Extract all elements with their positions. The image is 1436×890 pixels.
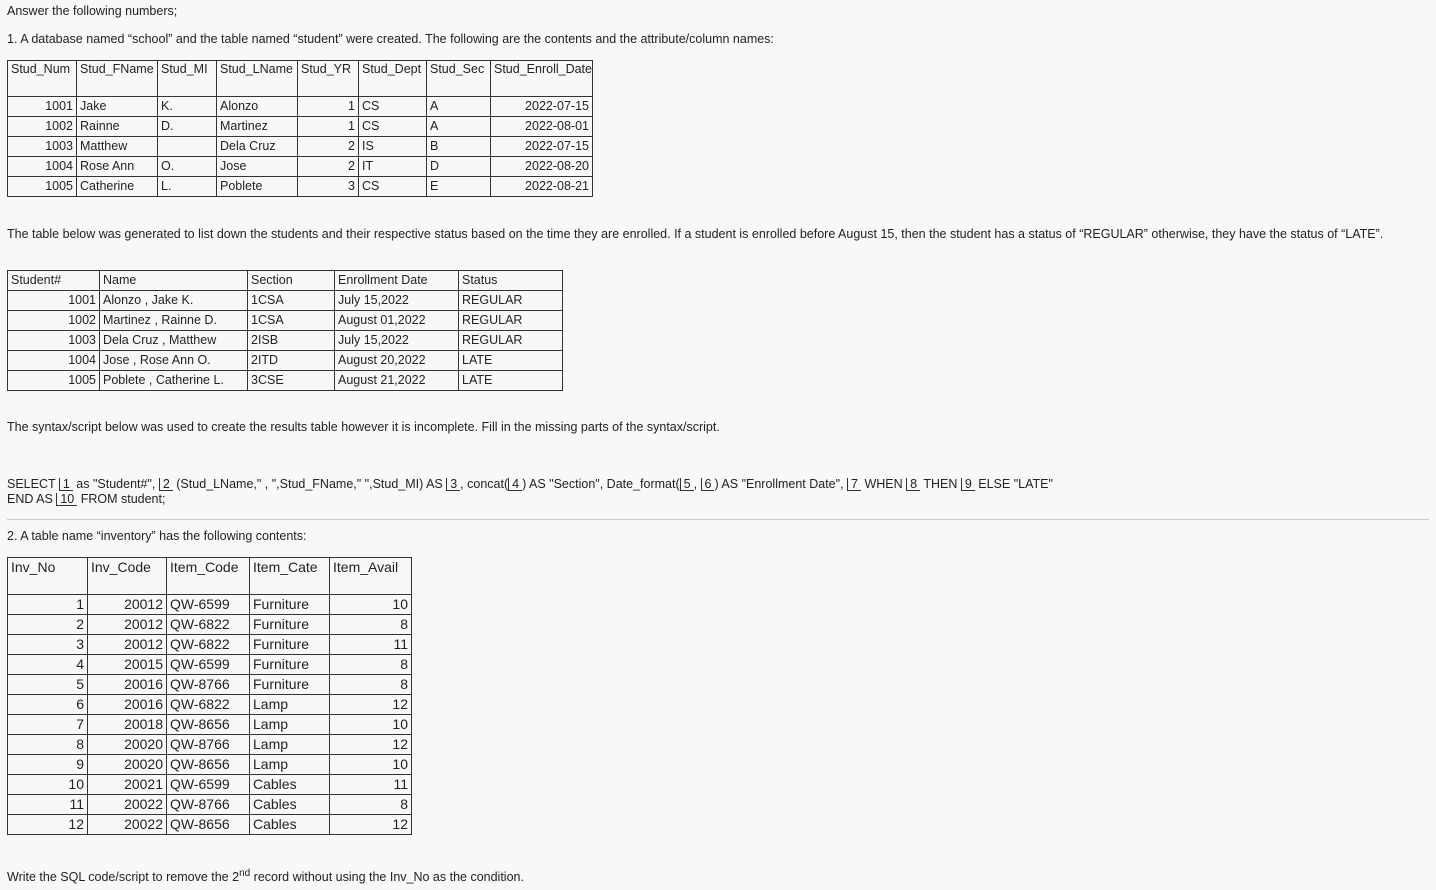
table-cell: QW-6822 [167, 635, 250, 655]
table-cell: 1 [8, 595, 88, 615]
paragraph-status-rule: The table below was generated to list down the students and their respective status based on the time they are enrolled. If a student is enrolled before August 15, then the student has a status of “REGULAR” otherwise, they have the status of “LATE”. [7, 227, 1384, 241]
table-cell: Alonzo , Jake K. [100, 291, 248, 311]
table-cell: Furniture [250, 635, 330, 655]
blank-9: 9 [961, 478, 975, 491]
student-table-header [8, 61, 593, 97]
col-header: Student# [8, 271, 100, 291]
table-cell: CS [359, 177, 427, 197]
table-cell: 20022 [88, 795, 167, 815]
table-cell: 2022-07-15 [491, 97, 593, 117]
table-cell: Alonzo [217, 97, 298, 117]
table-row [8, 311, 563, 331]
table-cell: Dela Cruz [217, 137, 298, 157]
table-cell: 2022-08-01 [491, 117, 593, 137]
table-cell: Furniture [250, 615, 330, 635]
col-header: Item_Cate [250, 558, 330, 595]
table-cell: Cables [250, 795, 330, 815]
table-cell: Rose Ann [77, 157, 158, 177]
table-cell: Cables [250, 815, 330, 835]
table-cell: 11 [8, 795, 88, 815]
table-row [8, 291, 563, 311]
blank-10: 10 [56, 493, 77, 506]
table-cell: 12 [330, 695, 412, 715]
script-text: ELSE "LATE" [974, 477, 1053, 491]
table-cell: Martinez [217, 117, 298, 137]
table-cell: QW-6599 [167, 655, 250, 675]
table-cell: 2ISB [248, 331, 335, 351]
table-cell: 3 [8, 635, 88, 655]
question-2-text: 2. A table name “inventory” has the following contents: [7, 529, 307, 543]
table-cell: Catherine [77, 177, 158, 197]
table-cell: QW-6599 [167, 775, 250, 795]
ordinal-suffix: nd [239, 868, 251, 879]
table-cell: 1 [298, 97, 359, 117]
table-cell: 8 [330, 615, 412, 635]
script-text: END AS [7, 492, 57, 506]
table-cell: 1005 [8, 371, 100, 391]
table-cell: 10 [8, 775, 88, 795]
table-cell: 6 [8, 695, 88, 715]
table-cell: 20012 [88, 635, 167, 655]
table-cell: 11 [330, 775, 412, 795]
table-row [8, 715, 412, 735]
table-cell: QW-8766 [167, 675, 250, 695]
table-cell: REGULAR [459, 311, 563, 331]
table-cell: E [427, 177, 491, 197]
instruction-text: record without using the Inv_No as the condition. [250, 870, 524, 885]
table-cell: Rainne [77, 117, 158, 137]
table-row [8, 695, 412, 715]
table-cell: QW-8656 [167, 815, 250, 835]
table-cell: LATE [459, 371, 563, 391]
table-cell: D. [158, 117, 217, 137]
col-header: Item_Code [167, 558, 250, 595]
table-cell: QW-6599 [167, 595, 250, 615]
table-cell: 20020 [88, 755, 167, 775]
table-cell: 8 [8, 735, 88, 755]
inventory-table-header [8, 558, 412, 595]
instruction-text: Write the SQL code/script to remove the 2 [7, 870, 240, 885]
script-text: WHEN [860, 477, 907, 491]
table-cell: Lamp [250, 695, 330, 715]
table-cell: 10 [330, 755, 412, 775]
table-row [8, 755, 412, 775]
blank-5: 5 [680, 478, 694, 491]
table-row [8, 615, 412, 635]
table-cell: QW-6822 [167, 695, 250, 715]
table-cell: 8 [330, 795, 412, 815]
script-text: ) AS "Section", Date_format( [522, 477, 680, 491]
blank-3: 3 [446, 478, 460, 491]
table-cell: Jake [77, 97, 158, 117]
table-cell: Jose , Rose Ann O. [100, 351, 248, 371]
table-cell: 12 [330, 735, 412, 755]
col-header: Item_Avail [330, 558, 412, 595]
script-text: ) AS "Enrollment Date", [714, 477, 848, 491]
table-cell: Lamp [250, 735, 330, 755]
col-header: Stud_Enroll_Date [491, 61, 593, 97]
table-cell: LATE [459, 351, 563, 371]
table-cell: 1004 [8, 157, 77, 177]
script-text: SELECT [7, 477, 59, 491]
col-header: Stud_Sec [427, 61, 491, 97]
paragraph-script-instructions: The syntax/script below was used to create the results table however it is incomplete. Fill in the missing parts of the syntax/script. [7, 420, 720, 434]
table-row [8, 351, 563, 371]
table-row [8, 371, 563, 391]
table-cell: Furniture [250, 675, 330, 695]
table-cell: 1 [298, 117, 359, 137]
script-text: THEN [920, 477, 961, 491]
table-cell: 11 [330, 635, 412, 655]
table-cell: 1001 [8, 291, 100, 311]
col-header: Stud_MI [158, 61, 217, 97]
table-cell: 1CSA [248, 291, 335, 311]
table-row [8, 735, 412, 755]
table-cell: 2022-08-21 [491, 177, 593, 197]
col-header: Inv_Code [88, 558, 167, 595]
blank-8: 8 [906, 478, 920, 491]
table-cell: K. [158, 97, 217, 117]
table-cell: Jose [217, 157, 298, 177]
table-cell: 2ITD [248, 351, 335, 371]
col-header: Inv_No [8, 558, 88, 595]
table-cell: REGULAR [459, 291, 563, 311]
table-cell: 2022-08-20 [491, 157, 593, 177]
blank-1: 1 [59, 478, 73, 491]
table-cell: Martinez , Rainne D. [100, 311, 248, 331]
table-cell: A [427, 97, 491, 117]
table-cell: August 20,2022 [335, 351, 459, 371]
table-cell: July 15,2022 [335, 331, 459, 351]
table-cell: IT [359, 157, 427, 177]
table-cell: 20015 [88, 655, 167, 675]
table-cell: 1CSA [248, 311, 335, 331]
table-cell: Dela Cruz , Matthew [100, 331, 248, 351]
table-cell: QW-8656 [167, 715, 250, 735]
table-cell: O. [158, 157, 217, 177]
table-cell: 20012 [88, 615, 167, 635]
table-cell: 20022 [88, 815, 167, 835]
table-row [8, 97, 593, 117]
table-cell: 20016 [88, 695, 167, 715]
col-header: Stud_Num [8, 61, 77, 97]
table-cell: 10 [330, 595, 412, 615]
blank-7: 7 [847, 478, 861, 491]
table-cell: 20016 [88, 675, 167, 695]
table-cell: 10 [330, 715, 412, 735]
table-row [8, 117, 593, 137]
table-cell: B [427, 137, 491, 157]
table-row [8, 177, 593, 197]
col-header: Stud_FName [77, 61, 158, 97]
script-text: , [693, 477, 701, 491]
table-row [8, 675, 412, 695]
table-row [8, 331, 563, 351]
table-cell: QW-8766 [167, 795, 250, 815]
table-cell: 2022-07-15 [491, 137, 593, 157]
table-row [8, 795, 412, 815]
question-2-instruction [7, 866, 524, 885]
question-1-text: 1. A database named “school” and the table named “student” were created. The following are the contents and the attribute/column names: [7, 32, 774, 46]
table-row [8, 137, 593, 157]
table-cell: QW-8656 [167, 755, 250, 775]
table-cell: 20020 [88, 735, 167, 755]
table-cell: 20018 [88, 715, 167, 735]
table-row [8, 595, 412, 615]
table-row [8, 815, 412, 835]
table-cell: 1003 [8, 137, 77, 157]
table-cell: 8 [330, 655, 412, 675]
table-cell: 9 [8, 755, 88, 775]
table-cell: 1005 [8, 177, 77, 197]
table-cell: August 01,2022 [335, 311, 459, 331]
section-divider [7, 519, 1429, 520]
table-cell: D [427, 157, 491, 177]
table-cell: Poblete , Catherine L. [100, 371, 248, 391]
table-cell: CS [359, 117, 427, 137]
table-cell: 1003 [8, 331, 100, 351]
table-cell: Lamp [250, 715, 330, 735]
table-cell: A [427, 117, 491, 137]
col-header: Enrollment Date [335, 271, 459, 291]
table-cell: Furniture [250, 655, 330, 675]
table-cell: Cables [250, 775, 330, 795]
table-cell: 3CSE [248, 371, 335, 391]
table-cell: CS [359, 97, 427, 117]
table-cell: 20021 [88, 775, 167, 795]
col-header: Status [459, 271, 563, 291]
table-cell: 1002 [8, 117, 77, 137]
table-cell: 8 [330, 675, 412, 695]
table-cell: 2 [8, 615, 88, 635]
table-cell: 1001 [8, 97, 77, 117]
col-header: Section [248, 271, 335, 291]
col-header: Stud_LName [217, 61, 298, 97]
table-cell: 1004 [8, 351, 100, 371]
table-cell: 12 [8, 815, 88, 835]
table-cell: 3 [298, 177, 359, 197]
table-cell: Matthew [77, 137, 158, 157]
table-cell: 2 [298, 157, 359, 177]
table-cell: August 21,2022 [335, 371, 459, 391]
inventory-table [7, 557, 412, 835]
table-cell: 4 [8, 655, 88, 675]
intro-text: Answer the following numbers; [7, 4, 178, 18]
table-cell: July 15,2022 [335, 291, 459, 311]
table-cell: 2 [298, 137, 359, 157]
table-row [8, 157, 593, 177]
sql-script [7, 477, 1429, 507]
table-cell: Furniture [250, 595, 330, 615]
script-text: (Stud_LName," , ",Stud_FName," ",Stud_MI) AS [172, 477, 447, 491]
table-cell: QW-6822 [167, 615, 250, 635]
table-cell: Lamp [250, 755, 330, 775]
blank-2: 2 [159, 478, 173, 491]
col-header: Name [100, 271, 248, 291]
table-cell: REGULAR [459, 331, 563, 351]
result-table-header [8, 271, 563, 291]
script-text: FROM student; [77, 492, 166, 506]
table-cell: 7 [8, 715, 88, 735]
table-cell: IS [359, 137, 427, 157]
blank-4: 4 [508, 478, 522, 491]
col-header: Stud_YR [298, 61, 359, 97]
script-text: , concat( [460, 477, 509, 491]
table-cell: QW-8766 [167, 735, 250, 755]
table-cell: 1002 [8, 311, 100, 331]
table-cell: 12 [330, 815, 412, 835]
table-row [8, 635, 412, 655]
blank-6: 6 [701, 478, 715, 491]
table-row [8, 775, 412, 795]
table-row [8, 655, 412, 675]
result-table [7, 270, 563, 391]
table-cell [158, 137, 217, 157]
script-text: as "Student#", [72, 477, 159, 491]
table-cell: 20012 [88, 595, 167, 615]
table-cell: Poblete [217, 177, 298, 197]
table-cell: 5 [8, 675, 88, 695]
table-cell: L. [158, 177, 217, 197]
col-header: Stud_Dept [359, 61, 427, 97]
student-table [7, 60, 593, 197]
